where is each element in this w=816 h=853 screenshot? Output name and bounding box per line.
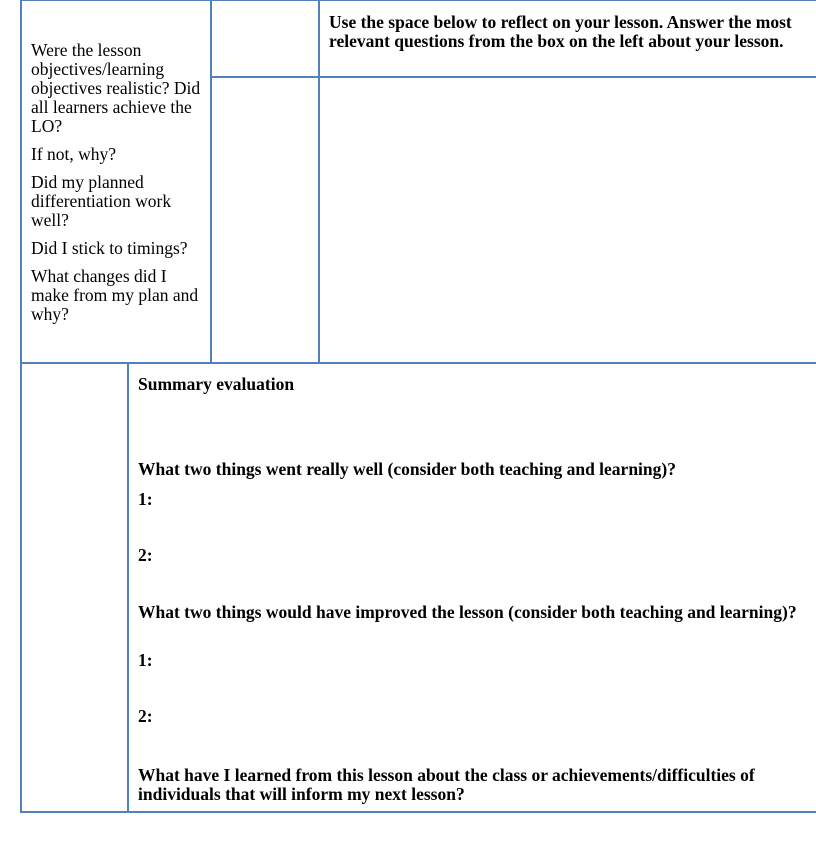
table-left-border — [20, 0, 22, 813]
question-timings: Did I stick to timings? — [31, 238, 188, 258]
questions-column-divider — [210, 0, 212, 363]
question-plan-changes: What changes did I make from my plan and why? — [31, 266, 199, 324]
question-if-not-why: If not, why? — [31, 144, 117, 164]
improved-item-2: 2: — [138, 706, 153, 726]
section-divider — [20, 362, 816, 364]
question-objectives-realistic: Were the lesson objectives/learning objectives realistic? Did all learners achieve the LO? — [31, 40, 201, 136]
summary-column-divider — [127, 363, 129, 813]
instruction-row-divider — [211, 76, 816, 78]
reflection-questions — [31, 41, 207, 333]
narrow-column-divider — [318, 0, 320, 363]
went-well-question: What two things went really well (consider both teaching and learning)? — [138, 459, 676, 479]
went-well-item-1: 1: — [138, 489, 153, 509]
improved-item-1: 1: — [138, 650, 153, 670]
summary-heading: Summary evaluation — [138, 374, 295, 394]
went-well-item-2: 2: — [138, 545, 153, 565]
question-differentiation: Did my planned differentiation work well? — [31, 172, 172, 230]
learned-question: What have I learned from this lesson about the class or achievements/difficulties of individuals that will inform my next lesson? — [138, 765, 755, 804]
table-bottom-border — [20, 811, 816, 813]
improved-question: What two things would have improved the lesson (consider both teaching and learning)? — [138, 602, 797, 622]
reflection-instruction: Use the space below to reflect on your lesson. Answer the most relevant questions from the box on the left about your lesson. — [329, 12, 792, 51]
table-top-border — [20, 0, 816, 1]
